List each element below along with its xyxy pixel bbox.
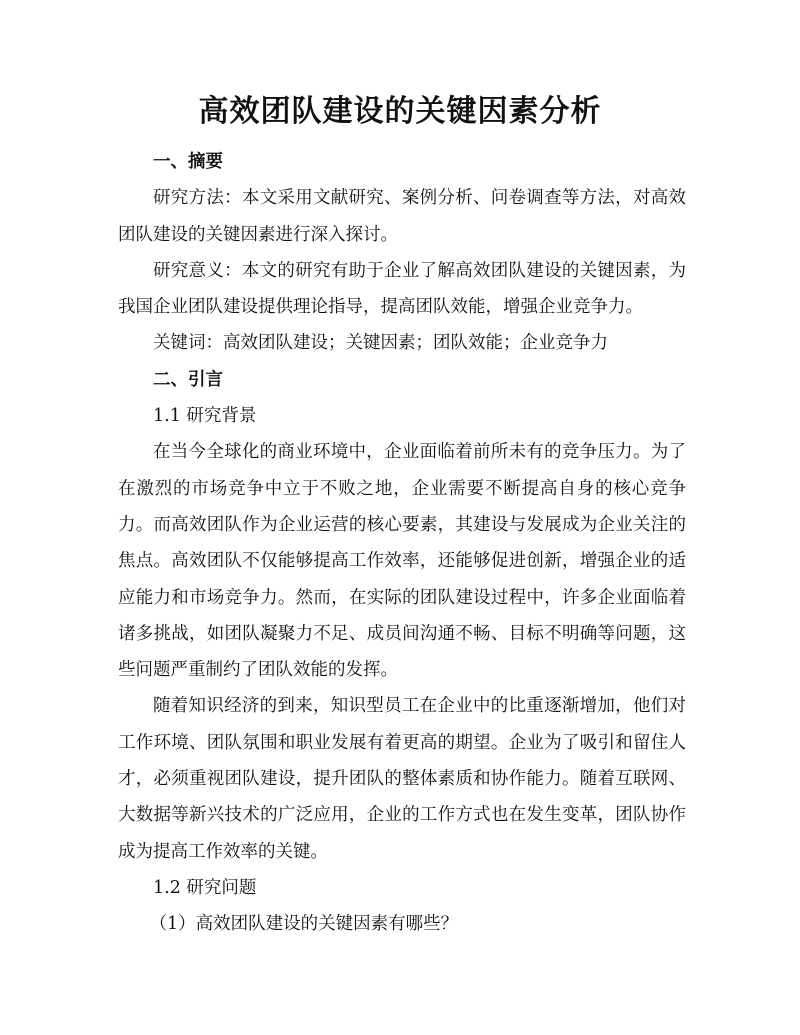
abstract-significance-paragraph: 研究意义：本文的研究有助于企业了解高效团队建设的关键因素，为我国企业团队建设提供理论指导，提高团队效能，增强企业竞争力。	[118, 260, 686, 318]
introduction-heading: 二、引言	[153, 369, 223, 390]
document-title: 高效团队建设的关键因素分析	[198, 94, 602, 129]
research-question-1: （1）高效团队建设的关键因素有哪些？	[149, 914, 459, 935]
abstract-method-paragraph: 研究方法：本文采用文献研究、案例分析、问卷调查等方法，对高效团队建设的关键因素进行深入探讨。	[118, 188, 686, 245]
research-questions-heading: 1.2 研究问题	[153, 877, 257, 898]
keywords-line: 关键词：高效团队建设；关键因素；团队效能；企业竞争力	[153, 333, 608, 354]
research-background-heading: 1.1 研究背景	[153, 406, 257, 427]
document-body	[118, 144, 686, 943]
abstract-heading: 一、摘要	[153, 152, 223, 172]
background-paragraph-1: 在当今全球化的商业环境中，企业面临着前所未有的竞争压力。为了在激烈的市场竞争中立于不败之地，企业需要不断提高自身的核心竞争力。而高效团队作为企业运营的核心要素，其建设与发展成为企业关注的焦点。高效团队不仅能够提高工作效率，还能够促进创新，增强企业的适应能力和市场竞争力。然而，在实际的团队建设过程中，许多企业面临着诸多挑战，如团队凝聚力不足、成员间沟通不畅、目标不明确等问题，这些问题严重制约了团队效能的发挥。	[118, 442, 686, 681]
background-paragraph-2: 随着知识经济的到来，知识型员工在企业中的比重逐渐增加，他们对工作环境、团队氛围和职业发展有着更高的期望。企业为了吸引和留住人才，必须重视团队建设，提升团队的整体素质和协作能力。随着互联网、大数据等新兴技术的广泛应用，企业的工作方式也在发生变革，团队协作成为提高工作效率的关键。	[118, 696, 686, 862]
